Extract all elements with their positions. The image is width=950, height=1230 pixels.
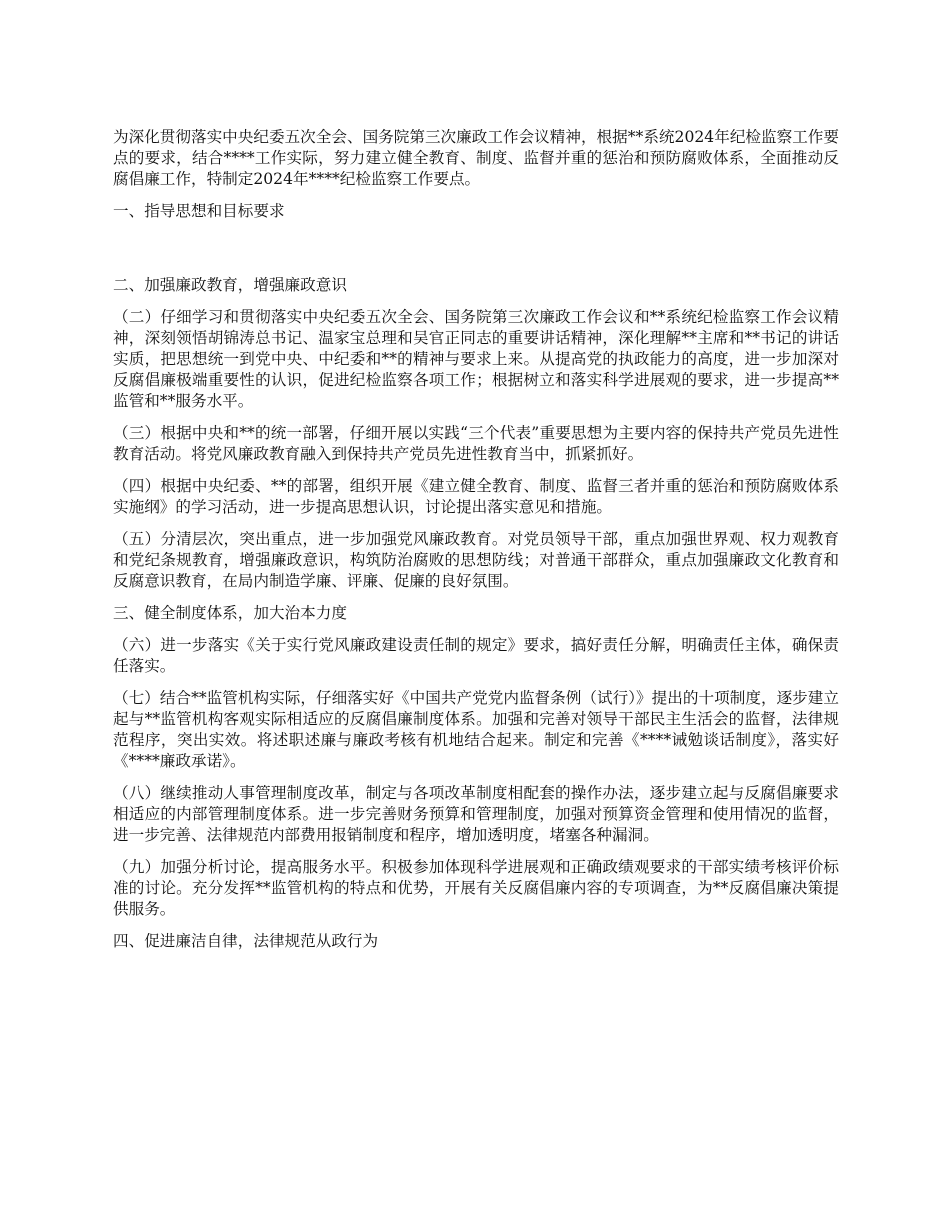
document-body [113,127,839,963]
section-heading-1: 一、指导思想和目标要求 [113,202,285,220]
intro-paragraph: 为深化贯彻落实中央纪委五次全会、国务院第三次廉政工作会议精神，根据**系统2024年纪检监察工作要点的要求，结合****工作实际，努力建立健全教育、制度、监督并重的惩治和预防腐败体系，全面推动反腐倡廉工作，特制定2024年****纪检监察工作要点。 [113,128,839,188]
paragraph-item-2: （二）仔细学习和贯彻落实中央纪委五次全会、国务院第三次廉政工作会议和**系统纪检监察工作会议精神，深刻领悟胡锦涛总书记、温家宝总理和吴官正同志的重要讲话精神，深化理解**主席和**书记的讲话实质，把思想统一到党中央、中纪委和**的精神与要求上来。从提高党的执政能力的高度，进一步加深对反腐倡廉极端重要性的认识，促进纪检监察各项工作；根据树立和落实科学进展观的要求，进一步提高**监管和**服务水平。 [113,308,839,410]
paragraph-item-5: （五）分清层次，突出重点，进一步加强党风廉政教育。对党员领导干部，重点加强世界观、权力观教育和党纪条规教育，增强廉政意识，构筑防治腐败的思想防线；对普通干部群众，重点加强廉政文化教育和反腐意识教育，在局内制造学廉、评廉、促廉的良好氛围。 [113,530,839,590]
paragraph-item-7: （七）结合**监管机构实际，仔细落实好《中国共产党党内监督条例（试行）》提出的十项制度，逐步建立起与**监管机构客观实际相适应的反腐倡廉制度体系。加强和完善对领导干部民主生活会的监督，法律规范程序，突出实效。将述职述廉与廉政考核有机地结合起来。制定和完善《****诫勉谈话制度》，落实好《****廉政承诺》。 [113,689,839,770]
paragraph-item-8: （八）继续推动人事管理制度改革，制定与各项改革制度相配套的操作办法，逐步建立起与反腐倡廉要求相适应的内部管理制度体系。进一步完善财务预算和管理制度，加强对预算资金管理和使用情况的监督，进一步完善、法律规范内部费用报销制度和程序，增加透明度，堵塞各种漏洞。 [113,784,839,844]
paragraph-item-9: （九）加强分析讨论，提高服务水平。积极参加体现科学进展观和正确政绩观要求的干部实绩考核评价标准的讨论。充分发挥**监管机构的特点和优势，开展有关反腐倡廉内容的专项调查，为**反腐倡廉决策提供服务。 [113,858,839,918]
paragraph-item-6: （六）进一步落实《关于实行党风廉政建设责任制的规定》要求，搞好责任分解，明确责任主体，确保责任落实。 [113,636,839,675]
paragraph-item-4: （四）根据中央纪委、**的部署，组织开展《建立健全教育、制度、监督三者并重的惩治和预防腐败体系实施纲》的学习活动，进一步提高思想认识，讨论提出落实意见和措施。 [113,477,839,516]
paragraph-item-3: （三）根据中央和**的统一部署，仔细开展以实践“三个代表”重要思想为主要内容的保持共产党员先进性教育活动。将党风廉政教育融入到保持共产党员先进性教育当中，抓紧抓好。 [113,424,839,463]
section-heading-3: 三、健全制度体系，加大治本力度 [113,604,347,622]
section-heading-4: 四、促进廉洁自律，法律规范从政行为 [113,932,379,950]
section-heading-2: 二、加强廉政教育，增强廉政意识 [113,276,347,294]
blank-space [113,233,839,275]
